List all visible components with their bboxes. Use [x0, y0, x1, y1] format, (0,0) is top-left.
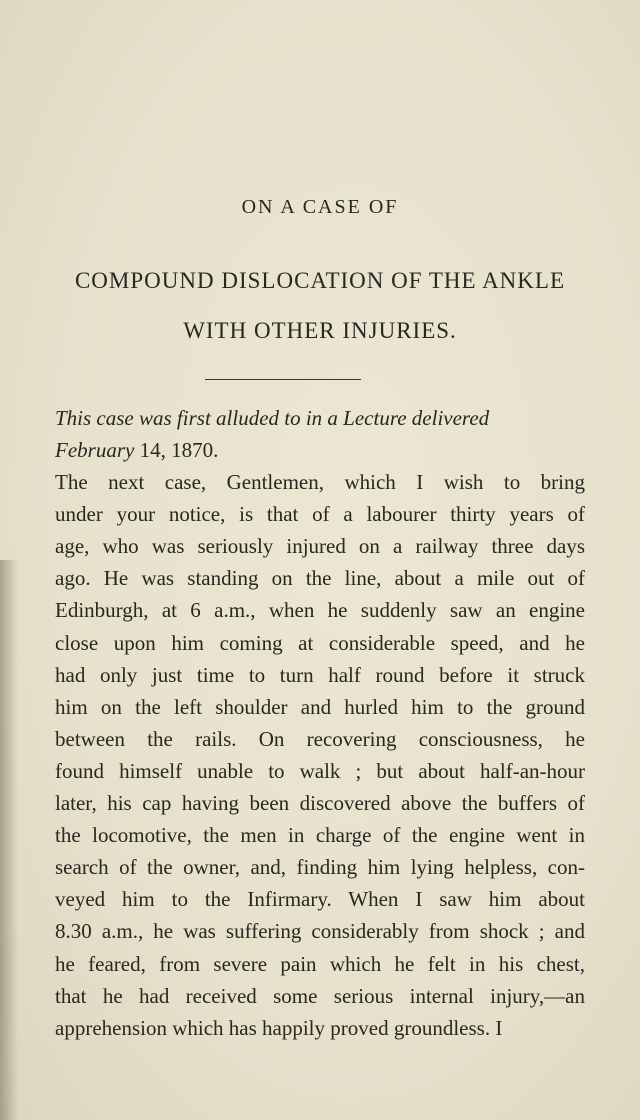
body-line: that he had received some serious internal injury,—an	[55, 983, 585, 1008]
heading-small: ON A CASE OF	[241, 196, 399, 218]
body-line: veyed him to the Infirmary. When I saw him about	[55, 887, 585, 912]
body-line: Edinburgh, at 6 a.m., when he suddenly saw an engine	[55, 598, 585, 623]
body-line: age, who was seriously injured on a railway three days	[55, 534, 585, 559]
intro-line-1: This case was first alluded to in a Lecture delivered	[55, 406, 490, 430]
page-edge-shadow	[0, 560, 18, 1120]
body-line: apprehension which has happily proved groundless. I	[55, 1015, 503, 1040]
divider-rule	[205, 379, 361, 380]
body-line: between the rails. On recovering consciousness, he	[55, 726, 585, 751]
body-line: later, his cap having been discovered above the buffers of	[55, 791, 585, 815]
body-line: found himself unable to walk ; but about half-an-hour	[55, 758, 585, 783]
intro-line-2	[55, 436, 585, 464]
body-line: ago. He was standing on the line, about a mile out of	[55, 566, 585, 591]
body-line: he feared, from severe pain which he felt in his chest,	[55, 951, 585, 976]
body-line: search of the owner, and, finding him lying helpless, con-	[55, 855, 585, 880]
body-line: had only just time to turn half round before it struck	[55, 662, 585, 687]
body-line: close upon him coming at considerable speed, and he	[55, 630, 585, 655]
body-line: 8.30 a.m., he was suffering considerably from shock ; and	[55, 919, 585, 944]
body-line: the locomotive, the men in charge of the engine went in	[55, 823, 585, 848]
intro-month: February	[55, 438, 135, 462]
body-line: under your notice, is that of a labourer thirty years of	[55, 502, 585, 527]
body-line: The next case, Gentlemen, which I wish to bring	[55, 470, 585, 494]
heading-main: COMPOUND DISLOCATION OF THE ANKLE	[74, 268, 566, 293]
intro-date: 14, 1870.	[134, 438, 219, 462]
heading-sub: WITH OTHER INJURIES.	[183, 318, 457, 343]
body-line: him on the left shoulder and hurled him to the ground	[55, 694, 585, 719]
